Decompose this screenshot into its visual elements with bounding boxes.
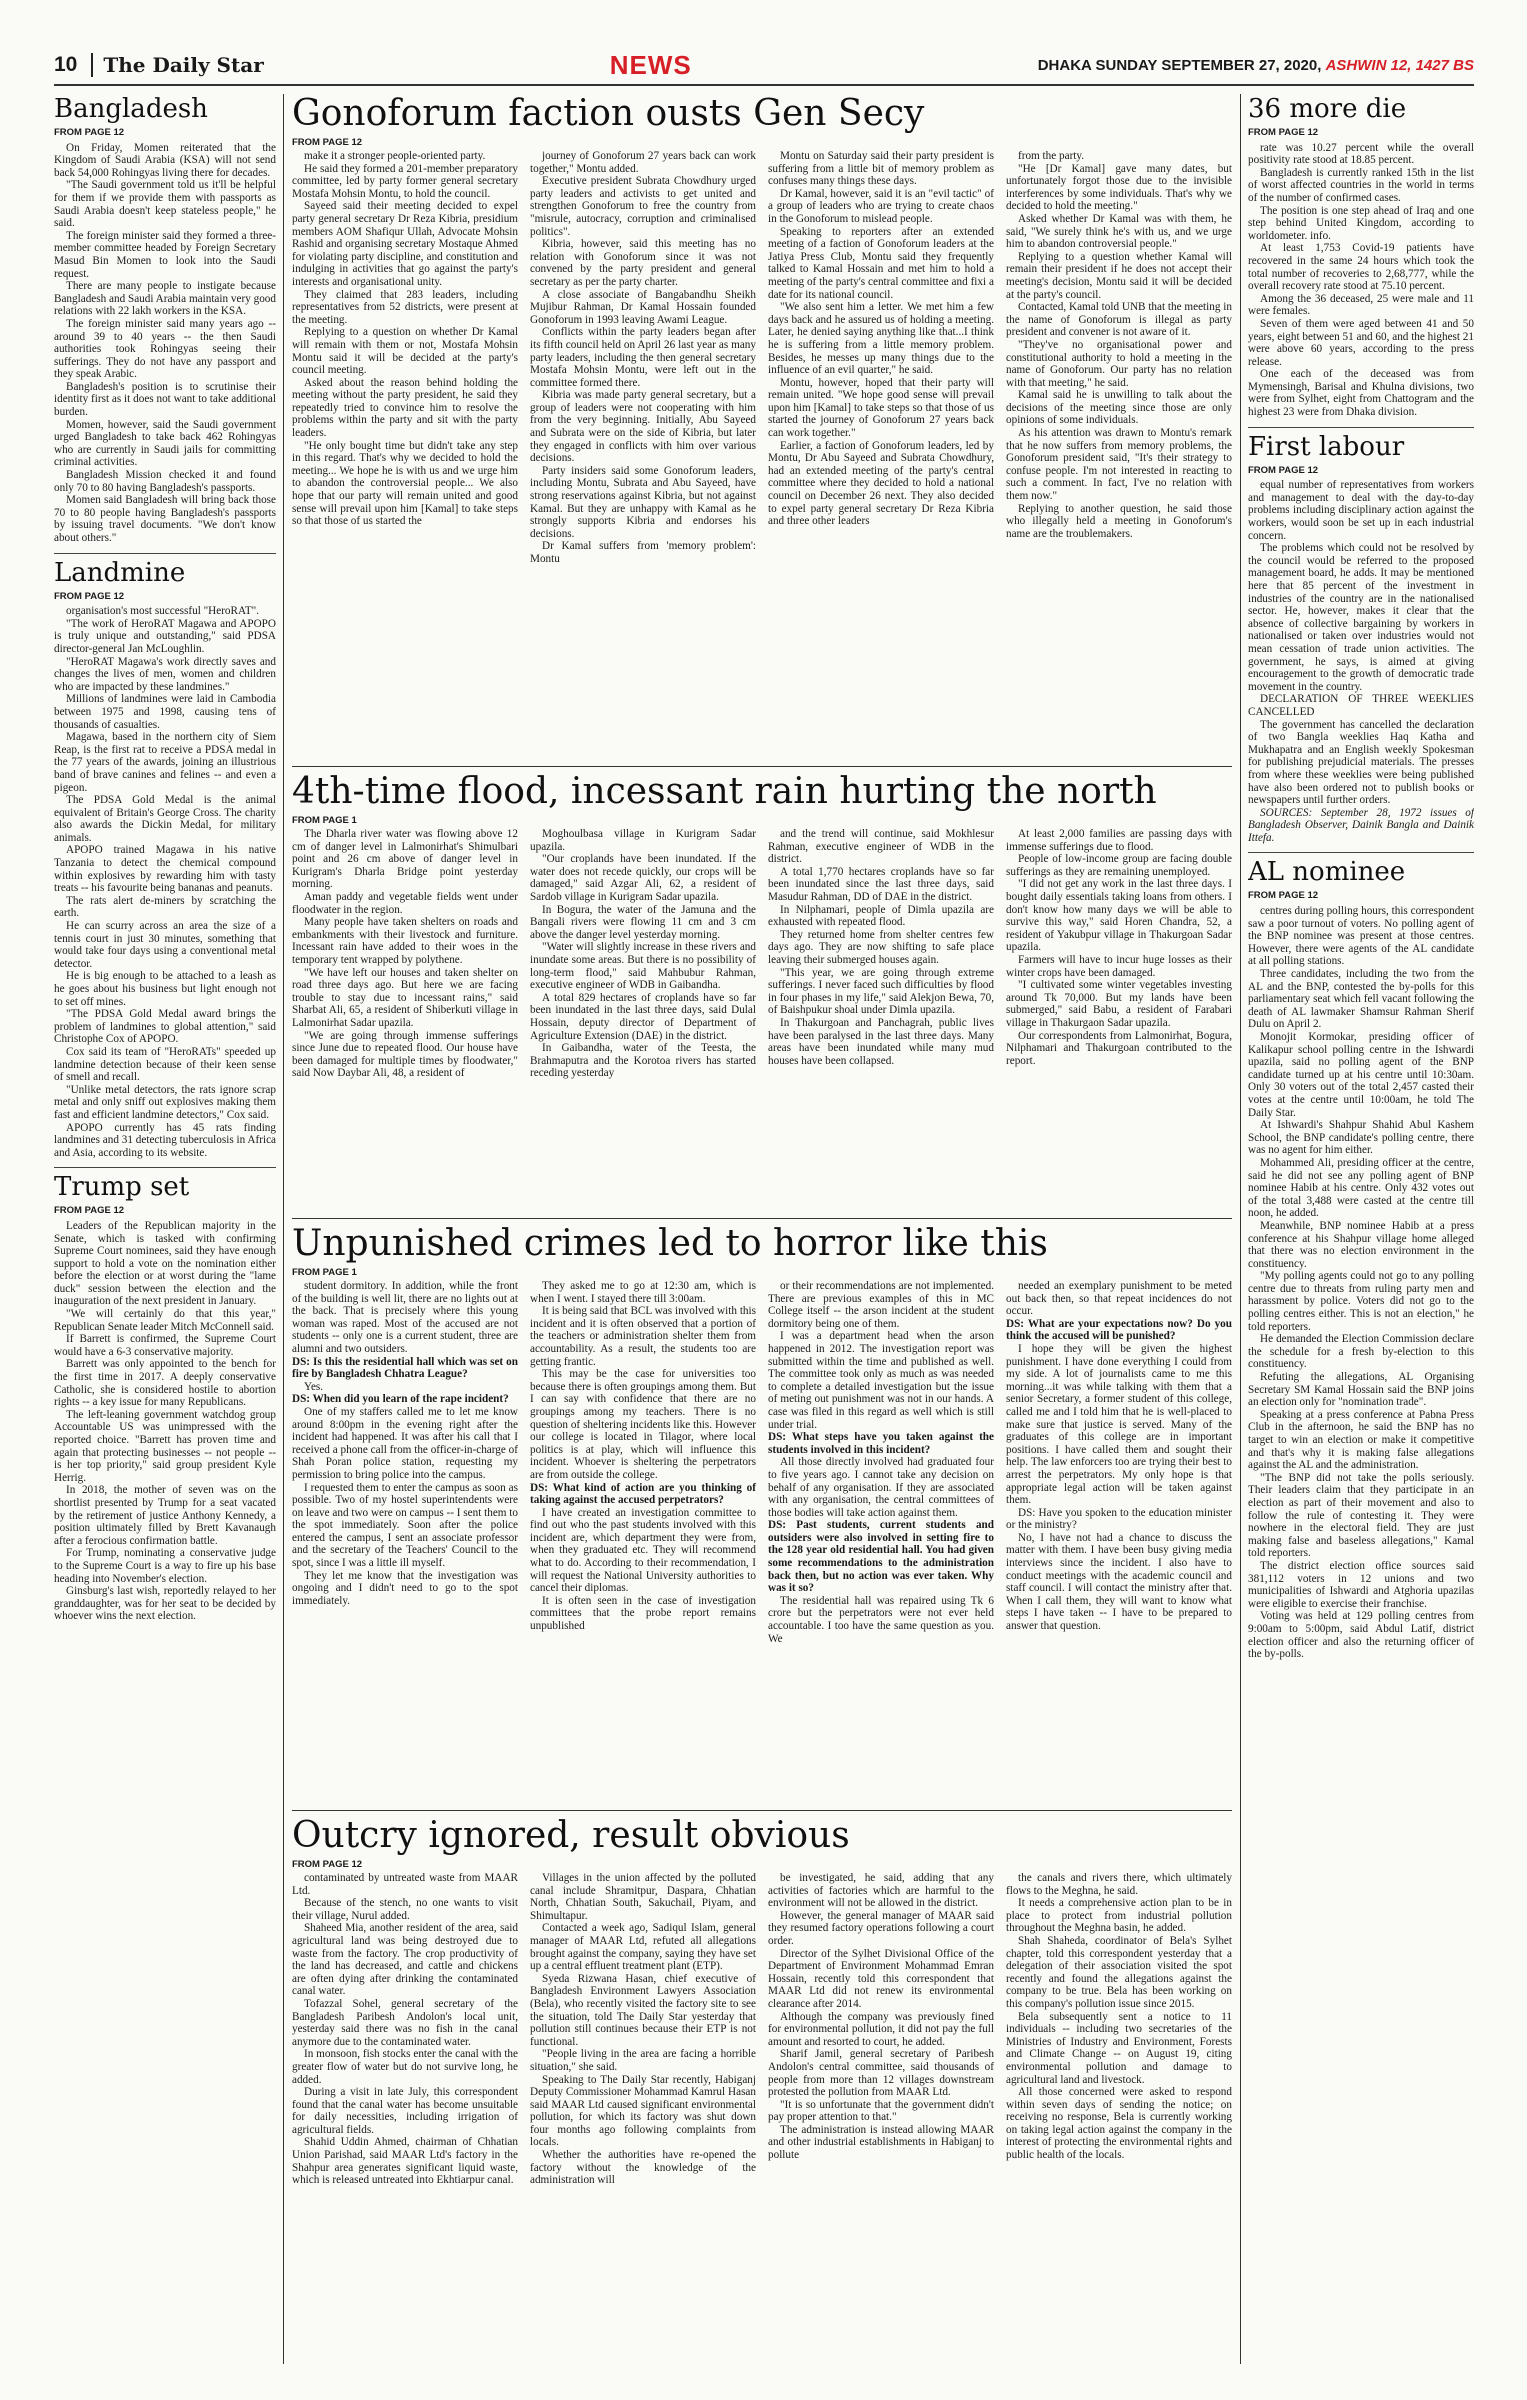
paragraph: One each of the deceased was from Mymensingh, Barisal and Khulna divisions, two were from Sylhet, eight from Chattogram and the highest 23 were from Dhaka division. bbox=[1248, 368, 1474, 419]
paragraph: "My polling agents could not go to any polling centre due to threats from ruling party men and harassment by police. Voters did not go to the polling centres either. This is not an election," he told reporters. bbox=[1248, 1270, 1474, 1333]
paragraph: "I cultivated some winter vegetables investing around Tk 70,000. But my lands have been submerged," said Babu, a resident of Farabari village in Thakurgaon Sadar upazila. bbox=[1006, 979, 1232, 1029]
paragraph: needed an exemplary punishment to be meted out back then, so that repeat incidences do not occur. bbox=[1006, 1280, 1232, 1318]
paragraph: Asked whether Dr Kamal was with them, he said, "We surely think he's with us, and we urge him to abandon controversial people." bbox=[1006, 212, 1232, 251]
text-column bbox=[768, 1872, 994, 2187]
interview-question: DS: When did you learn of the rape incident? bbox=[292, 1393, 509, 1406]
paragraph: People of low-income group are facing double sufferings as they are remaining unemployed. bbox=[1006, 853, 1232, 878]
paragraph: Director of the Sylhet Divisional Office of the Department of Environment Mohammad Emran Hossain, recently told this correspondent that MAAR Ltd did not renew its environmental clearance after 2014. bbox=[768, 1947, 994, 2010]
paragraph: rate was 10.27 percent while the overall positivity rate stood at 18.85 percent. bbox=[1248, 141, 1474, 167]
paragraph: It needs a comprehensive action plan to be in place to protect from industrial pollution throughout the Meghna basin, he added. bbox=[1006, 1897, 1232, 1935]
paragraph: The PDSA Gold Medal is the animal equivalent of Britain's George Cross. The charity also awards the Dickin Medal, for military animals. bbox=[54, 794, 276, 844]
story-body bbox=[54, 605, 276, 1159]
paragraph: Three candidates, including the two from the AL and the BNP, contested the by-polls for this parliamentary seat which fell vacant following the death of AL lawmaker Shamsur Rahman Sherif Dulu on April 2. bbox=[1248, 968, 1474, 1031]
paragraph: "The BNP did not take the polls seriously. Their leaders claim that they participate in an election as part of their movement and also to follow the rule of contesting it. They were nowhere in the electoral field. They are just making false and baseless allegations," Kamal told reporters. bbox=[1248, 1471, 1474, 1560]
headline-covid: 36 more die bbox=[1248, 94, 1407, 124]
paragraph: "The Saudi government told us it'll be helpful for them if we provide them with passports as Saudi Arabia doesn't keep stateless people," he said. bbox=[54, 179, 276, 230]
paragraph: organisation's most successful "HeroRAT". bbox=[66, 605, 260, 618]
paragraph: He can scurry across an area the size of a tennis court in just 30 minutes, something that would take four days using a conventional metal detector. bbox=[54, 920, 276, 970]
paragraph: At least 1,753 Covid-19 patients have recovered in the same 24 hours which took the total number of recoveries to 2,68,777, while the overall recovery rate stood at 75.10 percent. bbox=[1248, 242, 1474, 293]
story-body bbox=[1248, 142, 1474, 419]
paragraph: centres during polling hours, this correspondent saw a poor turnout of voters. No polling agent of the BNP nominee was present at those centres. However, there were agents of the AL candidate at all polling stations. bbox=[1248, 905, 1474, 968]
paragraph: Many people have taken shelters on roads and embankments with their livestock and furniture. Incessant rain have added to their woes in the temporary tent wrapped by polythene. bbox=[292, 916, 518, 966]
paragraph: The district election office sources said 381,112 voters in 12 unions and two municipalities of Ishwardi and Atghoria upazilas were eligible to exercise their franchise. bbox=[1248, 1559, 1474, 1610]
header-rule bbox=[54, 84, 1474, 86]
paragraph: Replying to a question whether Kamal will remain their president if he does not accept their meeting's decision, Montu said it will be decided at the party's council. bbox=[1006, 250, 1232, 301]
paragraph: Shah Shaheda, coordinator of Bela's Sylhet chapter, told this correspondent yesterday that a delegation of their association visited the spot recently and found the allegations against the company to be true. Bela has been working on this company's pollution issue since 2015. bbox=[1006, 1934, 1232, 2010]
jump-label: FROM PAGE 1 bbox=[292, 815, 357, 826]
text-column bbox=[530, 828, 756, 1080]
paragraph: Dr Kamal suffers from 'memory problem': Montu bbox=[530, 540, 756, 565]
story-body bbox=[54, 1220, 276, 1623]
page-number: 10 bbox=[54, 53, 78, 76]
paragraph: I was a department head when the arson happened in 2012. The investigation report was submitted within the time and published as well. The committee took only as much as was needed to complete a detailed investigation but the issue of meting out punishment was not in our hands. A case was filed in this regard as well which is still under trial. bbox=[768, 1330, 994, 1431]
paragraph: "We have left our houses and taken shelter on road three days ago. But here we are facing trouble to stay due to incessant rains," said Sharbat Ali, 65, a resident of Shiberkuti village in Lalmonirhat Sadar upazila. bbox=[292, 966, 518, 1029]
paragraph: Asked about the reason behind holding the meeting without the party president, he said they repeatedly tried to convince him to resolve the problems within the party and sit with the party leaders. bbox=[292, 376, 518, 440]
paragraph: Farmers will have to incur huge losses as their winter crops have been damaged. bbox=[1006, 953, 1232, 979]
paragraph: There are many people to instigate because Bangladesh and Saudi Arabia maintain very good relations with 22 lakh workers in the KSA. bbox=[54, 280, 276, 318]
paragraph: student dormitory. In addition, while the front of the building is well lit, there are no lights out at the back. That is precisely where this young woman was raped. Most of the accused are not students -- only one is a current student, three are alumni and two outsiders. bbox=[292, 1280, 518, 1355]
page-header bbox=[54, 48, 1474, 82]
paragraph: Momen, however, said the Saudi government urged Bangladesh to take back 462 Rohingyas who are currently in Saudi jails for committing criminal activities. bbox=[54, 418, 276, 469]
paragraph: Sharif Jamil, general secretary of Paribesh Andolon's central committee, said thousands of people from more than 12 villages downstream protested the pollution from MAAR Ltd. bbox=[768, 2048, 994, 2099]
jump-label: FROM PAGE 12 bbox=[1248, 890, 1319, 902]
paragraph: "Our croplands have been inundated. If the water does not recede quickly, our crops will be damaged," said Azgar Ali, 62, a resident of Sardob village in Kurigram Sadar upazila. bbox=[530, 853, 756, 903]
headline-gonoforum: Gonoforum faction ousts Gen Secy bbox=[292, 94, 925, 134]
paragraph: Sayeed said their meeting decided to expel party general secretary Dr Reza Kibria, presidium members AOM Shafiqur Ullah, Advocate Mohsin Rashid and organising secretary Mostaque Ahmed for violating party discipline, and constitution and indulging in activities that go against the party's interests and organisational unity. bbox=[292, 200, 518, 288]
paragraph: "The work of HeroRAT Magawa and APOPO is truly unique and outstanding," said PDSA director-general Jan McLoughlin. bbox=[54, 617, 276, 655]
jump-label: FROM PAGE 1 bbox=[292, 1267, 357, 1278]
story-columns bbox=[292, 150, 1232, 566]
text-column bbox=[768, 150, 994, 566]
paragraph: A total 829 hectares of croplands have so far been inundated in the last three days, said Dulal Hossain, deputy director of Department of Agriculture Extension (DAE) in the district. bbox=[530, 991, 756, 1042]
paragraph: This may be the case for universities too because there is often groupings among them. But I can say with confidence that there are no groupings among my teachers. There is no question of sheltering incidents like this. However our college is located in Tilagor, where local politics is at play, which will influence this incident. Whoever is sheltering the perpetrators are from outside the college. bbox=[530, 1368, 756, 1481]
headline-nominee: AL nominee bbox=[1248, 857, 1406, 888]
paragraph: The position is one step ahead of Iraq and one step behind United Kingdom, according to worldometer. info. bbox=[1248, 204, 1474, 242]
paragraph: "The PDSA Gold Medal award brings the problem of landmines to global attention," said Christophe Cox of APOPO. bbox=[54, 1008, 276, 1046]
jump-label: FROM PAGE 12 bbox=[54, 590, 125, 602]
story-crimes bbox=[292, 1224, 1232, 1806]
paragraph: DECLARATION OF THREE WEEKLIES CANCELLED bbox=[1248, 693, 1474, 718]
paragraph: Although the company was previously fined for environmental pollution, it did not pay the full amount and resorted to court, he added. bbox=[768, 2010, 994, 2048]
text-column bbox=[768, 1280, 994, 1645]
story-outcry bbox=[292, 1816, 1232, 2364]
paragraph: Conflicts within the party leaders began after its fifth council held on April 26 last year as many party leaders, including the then general secretary Mostafa Mohsin Montu, were left out in the committee formed there. bbox=[530, 326, 756, 389]
paragraph: Party insiders said some Gonoforum leaders, including Montu, Subrata and Abu Sayeed, have strong reservations against Kibria, but not against Kamal. But they are unhappy with Kamal as he strongly supports Kibria and endorses his decisions. bbox=[530, 464, 756, 540]
paragraph: "We will certainly do that this year," Republican Senate leader Mitch McConnell said. bbox=[54, 1308, 276, 1333]
paragraph: Speaking at a press conference at Pabna Press Club in the afternoon, he said the BNP has no target to win an election or make it competitive and that's why it is making false allegations against the AL and the administration. bbox=[1248, 1408, 1474, 1472]
paragraph: "We also sent him a letter. We met him a few days back and he assured us of holding a meeting. Later, he denied saying anything like that...I think he is suffering from a little memory problem. Besides, he messes up many things due to the influence of an evil quarter," he said. bbox=[768, 301, 994, 377]
text-column bbox=[530, 1872, 756, 2187]
paragraph: At least 2,000 families are passing days with immense sufferings due to flood. bbox=[1006, 828, 1232, 853]
paragraph: The foreign minister said they formed a three-member committee headed by Foreign Secretary Masud Bin Momen to look into the Saudi request. bbox=[54, 229, 276, 280]
text-column bbox=[292, 1872, 518, 2187]
paragraph: Dr Kamal, however, said it is an "evil tactic" of a group of leaders who are trying to create chaos in the Gonoforum to mislead people. bbox=[768, 187, 994, 225]
paragraph: "We are going through immense sufferings since June due to repeated flood. Our house have been damaged for multiple times by floodwater," said Now Daybar Ali, 48, a resident of bbox=[292, 1029, 518, 1080]
interview-question: DS: What steps have you taken against the students involved in this incident? bbox=[768, 1431, 994, 1456]
paragraph: make it a stronger people-oriented party. bbox=[304, 150, 486, 162]
paragraph: The government has cancelled the declaration of two Bangla weeklies Haq Katha and Mukhapatra and an English weekly Spokesman for publishing prejudicial materials. The presses from where these weeklies were being published have also been ordered not to publish books or newspapers until further orders. bbox=[1248, 718, 1474, 807]
paragraph: Speaking to The Daily Star recently, Habiganj Deputy Commissioner Mohammad Kamrul Hasan said MAAR Ltd caused significant environmental pollution, for which its factory was shut down four months ago following complaints from locals. bbox=[530, 2073, 756, 2149]
paragraph: Speaking to reporters after an extended meeting of a faction of Gonoforum leaders at the Jatiya Press Club, Montu said they frequently talked to Kamal Hossain and met him to hold a meeting of the party's central committee and fixi a date for its national council. bbox=[768, 225, 994, 301]
paragraph: In monsoon, fish stocks enter the canal with the greater flow of water but do not survive long, he added. bbox=[292, 2048, 518, 2086]
paragraph: The left-leaning government watchdog group Accountable US was unimpressed with the reported choice. "Barrett has proven time and again that protecting businesses -- not people -- is her top priority," said group president Kyle Herrig. bbox=[54, 1408, 276, 1484]
column-rule-right bbox=[1240, 94, 1241, 2364]
story-nominee bbox=[1248, 852, 1474, 1660]
headline-flood: 4th-time flood, incessant rain hurting the north bbox=[292, 772, 1157, 812]
paragraph: He demanded the Election Commission declare the schedule for a fresh by-election to this constituency. bbox=[1248, 1333, 1474, 1371]
paragraph: All those concerned were asked to respond within seven days of sending the notice; on receiving no response, Bela is currently working on taking legal action against the company in the interest of protecting the environmental rights and public health of the locals. bbox=[1006, 2086, 1232, 2162]
story-flood bbox=[292, 772, 1232, 1214]
paragraph: "It is so unfortunate that the government didn't pay proper attention to that." bbox=[768, 2098, 994, 2124]
paragraph: APOPO trained Magawa in his native Tanzania to detect the chemical compound within explosives by rewarding him with tasty treats -- his favourite being bananas and peanuts. bbox=[54, 844, 276, 895]
story-landmine bbox=[54, 553, 276, 1160]
paragraph: "People living in the area are facing a horrible situation," she said. bbox=[530, 2048, 756, 2073]
paragraph: Millions of landmines were laid in Cambodia between 1975 and 1998, causing tens of thousands of casualties. bbox=[54, 693, 276, 731]
paragraph: The foreign minister said many years ago -- around 39 to 40 years -- the then Saudi authorities took Rohingyas seeing their sufferings. They do not have any passport and they speak Arabic. bbox=[54, 317, 276, 381]
paragraph: No, I have not had a chance to discuss the matter with them. I have been busy giving media interviews since the incident. I also have to conduct meetings with the academic council and staff council. I will contact the ministry after that. When I call them, they will want to know what steps I have taken -- I have to be prepared to answer that question. bbox=[1006, 1531, 1232, 1633]
paragraph: In Nilphamari, people of Dimla upazila are exhausted with repeated flood. bbox=[768, 903, 994, 929]
paragraph: They returned home from shelter centres few days ago. They are now shifting to safe place leaving their submerged houses again. bbox=[768, 928, 994, 966]
paragraph: In Bogura, the water of the Jamuna and the Bangali rivers were flowing 11 cm and 3 cm above the danger level yesterday morning. bbox=[530, 903, 756, 941]
paragraph: Meanwhile, BNP nominee Habib at a press conference at his Shahpur village home alleged that there was no election environment in the constituency. bbox=[1248, 1219, 1474, 1270]
jump-label: FROM PAGE 12 bbox=[1248, 464, 1319, 476]
paragraph: A total 1,770 hectares croplands have so far been inundated since the last three days, said Masudur Rahman, DD of DAE in the district. bbox=[768, 865, 994, 903]
paragraph: Bangladesh is currently ranked 15th in the list of worst affected countries in the world in terms of the number of confirmed cases. bbox=[1248, 166, 1474, 204]
story-rule bbox=[292, 766, 1232, 767]
paragraph: In 2018, the mother of seven was on the shortlist presented by Trump for a seat vacated by the retirement of justice Anthony Kennedy, a position ultimately filled by Brett Kavanaugh after a ferocious confirmation battle. bbox=[54, 1484, 276, 1547]
story-trump bbox=[54, 1167, 276, 1623]
story-bangladesh bbox=[54, 94, 276, 545]
paragraph: During a visit in late July, this correspondent found that the canal water has become unsuitable for daily necessities, including irrigation of agricultural fields. bbox=[292, 2086, 518, 2136]
paragraph: Contacted a week ago, Sadiqul Islam, general manager of MAAR Ltd, refuted all allegations brought against the company, saying they have set up a central effluent treatment plant (ETP). bbox=[530, 1922, 756, 1973]
jump-label: FROM PAGE 12 bbox=[54, 127, 125, 138]
paragraph: "Unlike metal detectors, the rats ignore scrap metal and only sniff out explosives making them fast and efficient landmine detectors," Cox said. bbox=[54, 1083, 276, 1121]
paragraph: One of my staffers called me to let me know around 8:00pm in the evening right after the incident had happened. It was after his call that I received a phone call from the officer-in-charge of Shah Poran police station, requesting my permission to bring police into the campus. bbox=[292, 1405, 518, 1481]
paragraph: Cox said its team of "HeroRATs" speeded up landmine detection because of their keen sense of smell and recall. bbox=[54, 1045, 276, 1084]
paragraph: On Friday, Momen reiterated that the Kingdom of Saudi Arabia (KSA) will not send back 54,000 Rohingyas living there for decades. bbox=[54, 141, 276, 179]
paragraph: Voting was held at 129 polling centres from 9:00am to 5:00pm, said Abdul Latif, district election officer and also the returning officer of the by-polls. bbox=[1248, 1610, 1474, 1661]
paragraph: Kamal said he is unwilling to talk about the decisions of the meeting since those are only opinions of some individuals. bbox=[1006, 389, 1232, 427]
paragraph: from the party. bbox=[1018, 150, 1085, 162]
story-body bbox=[1248, 479, 1474, 806]
paragraph: equal number of representatives from workers and management to deal with the day-to-day problems including disciplinary action against the workers, would soon be set up in each industrial concern. bbox=[1248, 479, 1474, 542]
paragraph: "This year, we are going through extreme sufferings. I never faced such difficulties by flood in four phases in my life," said Alekjon Bewa, 70, of Baishpukur shoal under Dimla upazila. bbox=[768, 966, 994, 1017]
column-rule-left bbox=[283, 94, 284, 2364]
paragraph: The Dharla river water was flowing above 12 cm of danger level in Lalmonirhat's Shimulbari point and 26 cm above of danger level in Kurigram's Dharla Bridge point yesterday morning. bbox=[292, 828, 518, 891]
story-covid bbox=[1248, 94, 1474, 419]
text-column bbox=[1006, 1872, 1232, 2187]
paragraph: For Trump, nominating a conservative judge to the Supreme Court is a way to fire up his base heading into November's election. bbox=[54, 1547, 276, 1585]
paragraph: contaminated by untreated waste from MAAR Ltd. bbox=[292, 1872, 518, 1897]
paragraph: He said they formed a 201-member preparatory committee, led by party former general secretary Mostafa Mohsin Montu, to hold the council. bbox=[292, 162, 518, 200]
paragraph: "They've no organisational power and constitutional authority to hold a meeting in the name of Gonoforum. Our party has no relation with that meeting," he said. bbox=[1006, 338, 1232, 389]
jump-label: FROM PAGE 12 bbox=[1248, 127, 1319, 138]
story-rule bbox=[292, 1218, 1232, 1219]
paragraph: Mohammed Ali, presiding officer at the centre, said he did not see any polling agent of BNP nominee Habib at his centre. Only 432 votes out of the total 3,488 were casted at the centre till noon, he added. bbox=[1248, 1156, 1474, 1220]
paragraph: I hope they will be given the highest punishment. I have done everything I could from my side. A lot of journalists came to me this morning...it was while talking with them that a senior Secretary, a former student of this college, called me and I told him that he is well-placed to make sure that justice is served. Many of the graduates of this college are in important positions. I have called them and sought their help. The law enforcers too are trying their best to arrest the perpetrators. My only hope is that appropriate legal action will be taken against them. bbox=[1006, 1342, 1232, 1507]
paragraph: "He only bought time but didn't take any step in this regard. That's why we decided to hold the meeting... We hope he is with us and we urge him to abandon the controversial people... We also hope that our party will remain united and good sense will prevail upon him [Kamal] to take steps so that those of us started the bbox=[292, 439, 518, 528]
story-columns bbox=[292, 1872, 1232, 2187]
paragraph: journey of Gonoforum 27 years back can work together," Montu added. bbox=[530, 150, 756, 175]
paragraph: Momen said Bangladesh will bring back those 70 to 80 people having Bangladesh's passports by issuing travel documents. "We don't know about others." bbox=[54, 494, 276, 544]
paragraph: "Water will slightly increase in these rivers and inundate some areas. But there is no possibility of long-term flood," said Mahbubur Rahman, executive engineer of WDB in Gaibandha. bbox=[530, 941, 756, 992]
left-column bbox=[54, 94, 276, 2364]
dateline-date: DHAKA SUNDAY SEPTEMBER 27, 2020, bbox=[1037, 56, 1322, 74]
paragraph: The residential hall was repaired using Tk 6 crore but the perpetrators were not ever held accountable. I too have the same question as you. We bbox=[768, 1594, 994, 1645]
paragraph: At Ishwardi's Shahpur Shahid Abul Kashem School, the BNP candidate's polling centre, there was no agent for him either. bbox=[1248, 1119, 1474, 1157]
paragraph: Replying to another question, he said those who illegally held a meeting in Gonoforum's name are the troublemakers. bbox=[1006, 502, 1232, 540]
paragraph: and the trend will continue, said Mokhlesur Rahman, executive engineer of WDB in the district. bbox=[768, 828, 994, 866]
paragraph: They let me know that the investigation was ongoing and I didn't need to go to the spot immediately. bbox=[292, 1569, 518, 1607]
paragraph: or their recommendations are not implemented. There are previous examples of this in MC College itself -- the arson incident at the student dormitory being one of them. bbox=[768, 1280, 994, 1330]
paragraph: Executive president Subrata Chowdhury urged party leaders and activists to get united and strengthen Gonoforum to free the country from "misrule, autocracy, corruption and criminalised politics". bbox=[530, 175, 756, 238]
paragraph: Among the 36 deceased, 25 were male and 11 were females. bbox=[1248, 292, 1474, 318]
paragraph: Barrett was only appointed to the bench for the first time in 2017. A deeply conservative Catholic, she is considered hostile to abortion rights -- a key issue for many Republicans. bbox=[54, 1358, 276, 1409]
paragraph: Monojit Kormokar, presiding officer of Kalikapur school polling centre in the Ishwardi upazila, said no polling agent of the BNP candidate turned up at his centre until 10:30am. Only 30 voters out of the total 2,457 casted their votes at the centre until 10:00am, he told The Daily Star. bbox=[1248, 1031, 1474, 1119]
paragraph: They claimed that 283 leaders, including representatives from 52 districts, were present at the meeting. bbox=[292, 288, 518, 326]
paragraph: Aman paddy and vegetable fields went under floodwater in the region. bbox=[292, 890, 518, 916]
paragraph: The problems which could not be resolved by the council would be referred to the proposed management board, he adds. It may be mentioned here that 85 percent of the investment in industries of the country are in the nationalised sector. He, however, makes it clear that the absence of collective bargaining by workers in nationalised or taken over industries would not mean cessation of trade union activities. The government, he says, is aimed at giving encouragement to the growth of democratic trade movement in the country. bbox=[1248, 542, 1474, 693]
paragraph: Montu, however, hoped that their party will remain united. "We hope good sense will prevail upon him [Kamal] to take steps so that those of us started the journey of Gonoforum 27 years back can work together." bbox=[768, 376, 994, 440]
paragraph: "I did not get any work in the last three days. I bought daily essentials taking loans from others. I don't know how many days we will be able to survive this way," said Horen Chandra, 52, a resident of Yakubpur village in Thakurgoan Sadar upazila. bbox=[1006, 878, 1232, 954]
section-label: NEWS bbox=[609, 49, 692, 80]
paragraph: However, the general manager of MAAR said they resumed factory operations following a court order. bbox=[768, 1909, 994, 1947]
paragraph: He is big enough to be attached to a leash as he goes about his business but light enough not to set off mines. bbox=[54, 970, 276, 1008]
text-column bbox=[292, 150, 518, 566]
paragraph: Moghoulbasa village in Kurigram Sadar upazila. bbox=[530, 828, 756, 853]
paragraph: be investigated, he said, adding that any activities of factories which are harmful to the environment will not be allowed in the district. bbox=[768, 1872, 994, 1910]
paragraph: the canals and rivers there, which ultimately flows to the Meghna, he said. bbox=[1006, 1872, 1232, 1897]
paragraph: Replying to a question on whether Dr Kamal will remain with them or not, Mostafa Mohsin Montu said it will be decided at the party's council meeting. bbox=[292, 326, 518, 377]
text-column bbox=[292, 1280, 518, 1645]
paragraph: Earlier, a faction of Gonoforum leaders, led by Montu, Dr Abu Sayeed and Subrata Chowdhury, had an extended meeting of the party's central committee where they decided to hold a national council on December 26 next. They also decided to expel party general secretary Dr Reza Kibria and three other leaders bbox=[768, 439, 994, 528]
paragraph: A close associate of Bangabandhu Sheikh Mujibur Rahman, Dr Kamal Hossain founded Gonoforum in 1993 leaving Awami League. bbox=[530, 288, 756, 326]
paragraph: Villages in the union affected by the polluted canal include Shramitpur, Daspara, Chhatian North, Chhatian South, Sakuchail, Piyam, and Shimultapur. bbox=[530, 1872, 756, 1922]
paragraph: Our correspondents from Lalmonirhat, Bogura, Nilphamari and Thakurgoan contributed to the report. bbox=[1006, 1029, 1232, 1067]
paragraph: Seven of them were aged between 41 and 50 years, eight between 51 and 60, and the highest 21 were above 60 years, according to the press release. bbox=[1248, 317, 1474, 368]
paragraph: Whether the authorities have re-opened the factory without the knowledge of the administration will bbox=[530, 2149, 756, 2187]
dateline bbox=[1038, 57, 1474, 74]
interview-question: DS: What kind of action are you thinking of taking against the accused perpetrators? bbox=[530, 1481, 756, 1507]
paragraph: The administration is instead allowing MAAR and other industrial establishments in Habiganj to pollute bbox=[768, 2123, 994, 2162]
paragraph: Syeda Rizwana Hasan, chief executive of Bangladesh Environment Lawyers Association (Bela), who recently visited the factory site to see the situation, told The Daily Star yesterday that pollution still continues because their ETP is not functional. bbox=[530, 1972, 756, 2048]
paragraph: APOPO currently has 45 rats finding landmines and 31 detecting tuberculosis in Africa and Asia, according to its website. bbox=[54, 1121, 276, 1159]
dateline-bn: ASHWIN 12, 1427 BS bbox=[1325, 56, 1474, 74]
paragraph: Magawa, based in the northern city of Siem Reap, is the first rat to receive a PDSA medal in the 77 years of the awards, joining an illustrious band of brave canines and felines -- and even a pigeon. bbox=[54, 731, 276, 794]
paragraph: "HeroRAT Magawa's work directly saves and changes the lives of men, women and children who are impacted by these landmines." bbox=[54, 655, 276, 693]
story-labour bbox=[1248, 427, 1474, 845]
paragraph: "He [Dr Kamal] gave many dates, but unfortunately forgot those due to the invisible interferences by some individuals. That's why we decided to hold the meeting." bbox=[1006, 162, 1232, 213]
paragraph: As his attention was drawn to Montu's remark that he now suffers from memory problems, the Gonoforum president said, "It's their strategy to confuse people. I'm not interested in reacting to such a comment. In fact, I've no relation with them now." bbox=[1006, 427, 1232, 503]
paragraph: Shahid Uddin Ahmed, chairman of Chhatian Union Parishad, said MAAR Ltd's factory in the Shahpur area generates significant liquid waste, which is released untreated into Ekhtiarpur canal. bbox=[292, 2136, 518, 2187]
paragraph: Tofazzal Sohel, general secretary of the Bangladesh Paribesh Andolon's local unit, yesterday said there was no fish in the canal anymore due to the contaminated water. bbox=[292, 1997, 518, 2048]
headline-crimes: Unpunished crimes led to horror like this bbox=[292, 1224, 1048, 1264]
paragraph: Kibria, however, said this meeting has no relation with Gonoforum since it was not convened by the party president and general secretary as per the party charter. bbox=[530, 238, 756, 288]
text-column bbox=[768, 828, 994, 1080]
paragraph: If Barrett is confirmed, the Supreme Court would have a 6-3 conservative majority. bbox=[54, 1333, 276, 1358]
interview-question: DS: Past students, current students and outsiders were also involved in setting fire to the 128 year old residential hall. You had given some recommendations to the administration back then, but no action was ever taken. Why was it so? bbox=[768, 1519, 994, 1595]
text-column bbox=[530, 1280, 756, 1645]
text-column bbox=[1006, 828, 1232, 1080]
story-columns bbox=[292, 828, 1232, 1080]
paragraph: Bangladesh's position is to scrutinise their identity first as it does not want to take additional burden. bbox=[54, 380, 276, 419]
paragraph: Montu on Saturday said their party president is suffering from a little bit of memory problem as confuses many things these days. bbox=[768, 150, 994, 188]
paragraph: The rats alert de-miners by scratching the earth. bbox=[54, 894, 276, 920]
story-body bbox=[54, 142, 276, 545]
sources-note: SOURCES: September 28, 1972 issues of Bangladesh Observer, Dainik Bangla and Dainik Ittefa. bbox=[1248, 806, 1474, 844]
story-columns bbox=[292, 1280, 1232, 1645]
text-column bbox=[530, 150, 756, 566]
interview-question: DS: Is this the residential hall which was set on fire by Bangladesh Chhatra League? bbox=[292, 1355, 518, 1381]
masthead-logo: The Daily Star bbox=[91, 53, 263, 77]
paragraph: In Thakurgoan and Panchagrah, public lives have been paralysed in the last three days. Many areas have been inundated while many mud houses have been collapsed. bbox=[768, 1016, 994, 1067]
interview-question: DS: What are your expectations now? Do you think the accused will be punished? bbox=[1006, 1317, 1232, 1343]
paragraph: Yes. bbox=[304, 1380, 324, 1393]
paragraph: Kibria was made party general secretary, but a group of leaders were not cooperating with him from the very beginning. Initially, Abu Sayeed and Subrata were on the side of Kibria, but later they engaged in conflicts with him over various decisions. bbox=[530, 389, 756, 465]
story-gonoforum bbox=[292, 94, 1232, 760]
paragraph: Shaheed Mia, another resident of the area, said agricultural land was being destroyed due to waste from the factory. The crop productivity of the land has decreased, and cattle and chickens are often dying after drinking the contaminated canal water. bbox=[292, 1922, 518, 1998]
story-rule bbox=[292, 1810, 1232, 1811]
paragraph: In Gaibandha, water of the Teesta, the Brahmaputra and the Korotoa rivers has started receding yesterday bbox=[530, 1042, 756, 1080]
paragraph: They asked me to go at 12:30 am, which is when I went. I stayed there till 3:00am. bbox=[530, 1280, 756, 1305]
paragraph: Leaders of the Republican majority in the Senate, which is tasked with confirming Supreme Court nominees, said they have enough support to hold a vote on the nomination either before the election or at worst during the "lame duck" session between the election and the inauguration of the next president in January. bbox=[54, 1219, 276, 1308]
text-column bbox=[1006, 150, 1232, 566]
paragraph: It is being said that BCL was involved with this incident and it is often observed that a portion of the teachers or administration shelter them from accountability. As a result, the students too are getting frantic. bbox=[530, 1305, 756, 1368]
headline-outcry: Outcry ignored, result obvious bbox=[292, 1816, 850, 1856]
text-column bbox=[292, 828, 518, 1080]
paragraph: Ginsburg's last wish, reportedly relayed to her granddaughter, was for her seat to be decided by whoever wins the next election. bbox=[54, 1585, 276, 1623]
paragraph: I requested them to enter the campus as soon as possible. Two of my hostel superintendents were on leave and two were on campus -- I sent them to the spot immediately. Soon after the police entered the campus, I sent an associate professor and the secretary of the Teachers' Council to the spot, since I was a little ill myself. bbox=[292, 1481, 518, 1570]
paragraph: Refuting the allegations, AL Organising Secretary SM Kamal Hossain said the BNP joins an election only for "nomination trade". bbox=[1248, 1371, 1474, 1409]
paragraph: Contacted, Kamal told UNB that the meeting in the name of Gonoforum is illegal as party president and convener is not aware of it. bbox=[1006, 301, 1232, 339]
headline-labour: First labour bbox=[1248, 431, 1405, 462]
paragraph: Bangladesh Mission checked it and found only 70 to 80 having Bangladesh's passports. bbox=[54, 469, 276, 494]
paragraph: Because of the stench, no one wants to visit their village, Nurul added. bbox=[292, 1897, 518, 1922]
story-body bbox=[1248, 905, 1474, 1661]
jump-label: FROM PAGE 12 bbox=[54, 1205, 125, 1217]
paragraph: Bela subsequently sent a notice to 11 individuals -- including two secretaries of the Ministries of Industry and Environment, Forests and Climate Change -- on August 19, citing environmental pollution and damage to agricultural land and livestock. bbox=[1006, 2010, 1232, 2086]
text-column bbox=[1006, 1280, 1232, 1645]
headline-bangladesh: Bangladesh bbox=[54, 94, 208, 124]
paragraph: DS: Have you spoken to the education minister or the ministry? bbox=[1006, 1506, 1232, 1532]
headline-landmine: Landmine bbox=[54, 557, 186, 588]
jump-label: FROM PAGE 12 bbox=[292, 137, 363, 148]
paragraph: I have created an investigation committee to find out who the past students involved with this incident are, which department they were from, when they graduated etc. They will recommend what to do. According to their recommendation, I will request the National University authorities to cancel their diplomas. bbox=[530, 1506, 756, 1595]
headline-trump: Trump set bbox=[54, 1172, 190, 1203]
paragraph: All those directly involved had graduated four to five years ago. I cannot take any decision on behalf of any organisation. If they are associated with any organisation, the central committees of those bodies will take action against them. bbox=[768, 1456, 994, 1519]
paragraph: It is often seen in the case of investigation committees that the probe report remains unpublished bbox=[530, 1594, 756, 1633]
jump-label: FROM PAGE 12 bbox=[292, 1859, 363, 1870]
right-column bbox=[1248, 94, 1474, 2364]
